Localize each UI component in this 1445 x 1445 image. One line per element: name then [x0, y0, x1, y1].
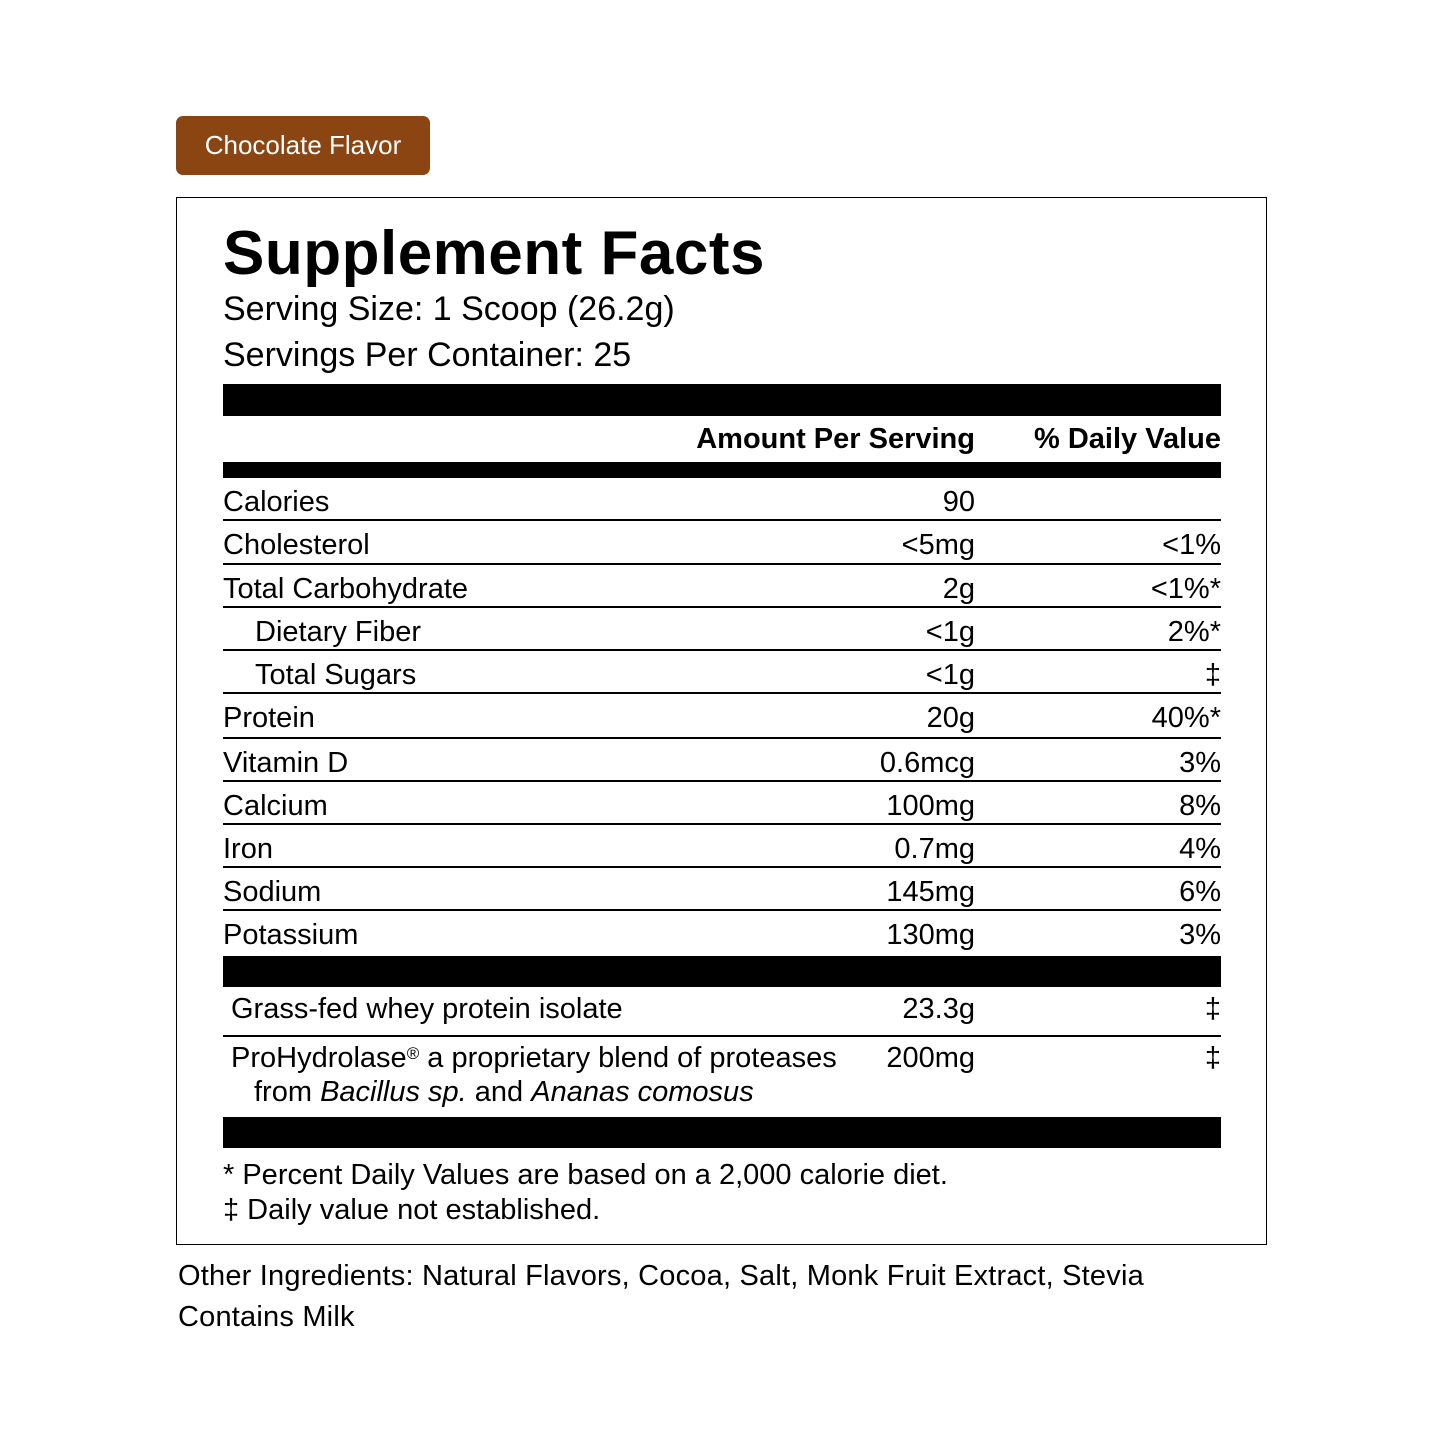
registered-mark: ® [406, 1044, 420, 1063]
nutrient-daily-value: 4% [1179, 833, 1221, 865]
nutrient-daily-value: ‡ [1204, 659, 1221, 691]
nutrient-name: Calories [223, 486, 330, 518]
source-species: Ananas comosus [531, 1076, 754, 1108]
header-daily-value: % Daily Value [1034, 423, 1221, 455]
footnote-not-established: ‡ Daily value not established. [223, 1194, 601, 1226]
servings-per-container: Servings Per Container: 25 [223, 336, 632, 374]
nutrient-name: Calcium [223, 790, 328, 822]
nutrient-daily-value: 3% [1179, 747, 1221, 779]
thick-divider-top [223, 384, 1221, 416]
nutrient-name: Protein [223, 702, 315, 734]
ingredient-name-part: ProHydrolase [231, 1042, 407, 1074]
source-text: from [254, 1076, 321, 1108]
nutrient-row-sodium [223, 868, 1221, 911]
facts-title: Supplement Facts [223, 219, 765, 288]
ingredient-amount-whey: 23.3g [902, 993, 975, 1025]
nutrient-row-protein [223, 694, 1221, 737]
nutrient-name: Sodium [223, 876, 322, 908]
ingredient-name-prohydrolase [231, 1042, 837, 1075]
nutrient-name: Total Sugars [255, 659, 417, 691]
nutrient-amount: 0.7mg [894, 833, 975, 865]
flavor-badge: Chocolate Flavor [176, 116, 430, 175]
allergen-statement: Contains Milk [178, 1301, 355, 1333]
thick-divider-bottom [223, 1117, 1221, 1148]
nutrient-daily-value: 40%* [1151, 702, 1221, 734]
nutrient-daily-value: 6% [1179, 876, 1221, 908]
nutrient-amount: <1g [925, 616, 975, 648]
other-ingredients: Other Ingredients: Natural Flavors, Cocoa, Salt, Monk Fruit Extract, Stevia [178, 1260, 1144, 1292]
nutrient-daily-value: <1%* [1150, 573, 1221, 605]
ingredient-name-part: a proprietary blend of proteases [419, 1042, 837, 1074]
nutrient-name: Cholesterol [223, 529, 370, 561]
nutrient-row-total-sugars [223, 651, 1221, 694]
nutrient-amount: <1g [925, 659, 975, 691]
ingredient-source-line [254, 1076, 754, 1109]
source-text: and [466, 1076, 532, 1108]
nutrient-row-potassium [223, 911, 1221, 954]
nutrient-name: Iron [223, 833, 273, 865]
nutrient-amount: 2g [942, 573, 975, 605]
nutrient-name: Dietary Fiber [255, 616, 421, 648]
nutrient-name: Potassium [223, 919, 359, 951]
nutrient-amount: 0.6mcg [879, 747, 975, 779]
nutrient-row-cholesterol [223, 521, 1221, 564]
nutrient-daily-value: 2%* [1167, 616, 1221, 648]
ingredient-name-whey: Grass-fed whey protein isolate [231, 993, 623, 1025]
thick-divider-middle [223, 956, 1221, 987]
nutrient-amount: 90 [942, 486, 975, 518]
nutrient-row-calories [223, 478, 1221, 521]
ingredient-dv-whey: ‡ [1204, 993, 1221, 1025]
header-amount-per-serving: Amount Per Serving [696, 423, 975, 455]
nutrient-amount: 145mg [886, 876, 975, 908]
nutrient-daily-value: 8% [1179, 790, 1221, 822]
nutrient-row-vitamin-d [223, 739, 1221, 782]
row-divider [223, 1035, 1221, 1037]
nutrient-amount: 100mg [886, 790, 975, 822]
ingredient-amount-prohydrolase: 200mg [886, 1042, 975, 1074]
nutrient-row-iron [223, 825, 1221, 868]
footnote-daily-values: * Percent Daily Values are based on a 2,000 calorie diet. [223, 1159, 948, 1191]
nutrient-amount: <5mg [901, 529, 975, 561]
source-species: Bacillus sp. [320, 1076, 467, 1108]
nutrient-row-calcium [223, 782, 1221, 825]
nutrient-row-dietary-fiber [223, 608, 1221, 651]
nutrient-amount: 130mg [886, 919, 975, 951]
ingredient-dv-prohydrolase: ‡ [1204, 1042, 1221, 1074]
serving-size: Serving Size: 1 Scoop (26.2g) [223, 290, 675, 328]
nutrient-daily-value: <1% [1162, 529, 1221, 561]
nutrient-name: Total Carbohydrate [223, 573, 469, 605]
nutrient-amount: 20g [926, 702, 975, 734]
nutrient-daily-value: 3% [1179, 919, 1221, 951]
thick-divider-header [223, 462, 1221, 478]
nutrient-name: Vitamin D [223, 747, 349, 779]
nutrient-row-total-carbohydrate [223, 565, 1221, 608]
